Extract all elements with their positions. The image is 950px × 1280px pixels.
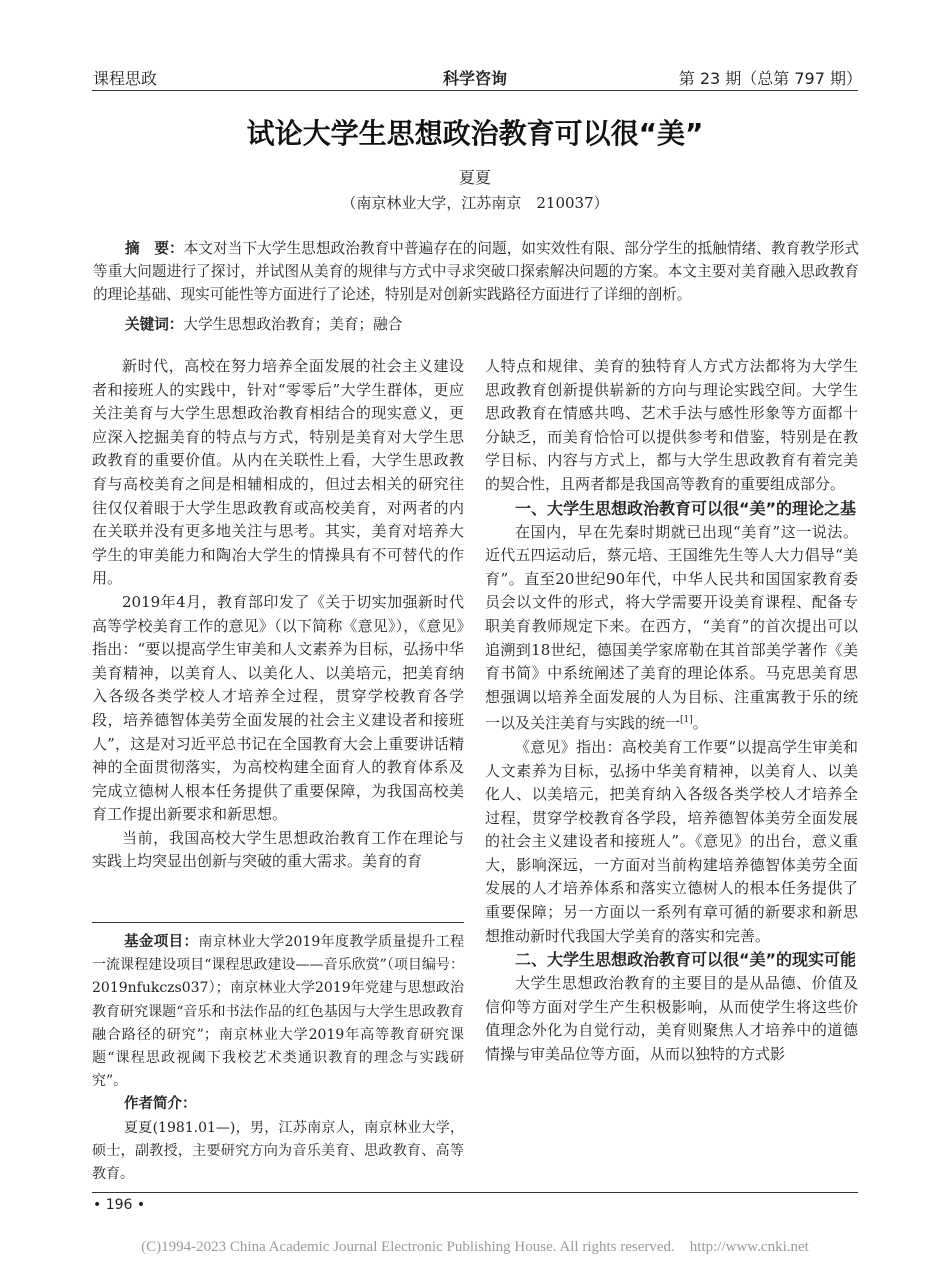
body-paragraph: 当前，我国高校大学生思想政治教育工作在理论与实践上均突显出创新与突破的重大需求。美育的育 — [92, 828, 464, 871]
author-name: 夏夏 — [458, 168, 491, 187]
left-column — [92, 355, 464, 874]
author-affiliation: （南京林业大学，江苏南京 210037） — [341, 194, 609, 212]
header-rule — [92, 90, 858, 91]
body-paragraph — [485, 521, 858, 736]
citation-ref[interactable]: [1] — [680, 715, 693, 726]
body-paragraph: 大学生思想政治教育的主要目的是从品德、价值及信仰等方面对学生产生积极影响，从而使学生将这些价值理念外化为自觉行动，美育则聚焦人才培养中的道德情操与审美品位等方面，从而以独特的方式影 — [485, 974, 858, 1064]
author-bio-label: 作者简介： — [124, 1096, 197, 1113]
author-bio-text: 夏夏(1981.01—)，男，江苏南京人，南京林业大学，硕士，副教授，主要研究方向为音乐美育、思政教育、高等教育。 — [92, 1119, 464, 1183]
body-paragraph: 2019年4月，教育部印发了《关于切实加强新时代高等学校美育工作的意见》（以下简称《意见》），《意见》指出：“要以提高学生审美和人文素养为目标，弘扬中华美育精神，以美育人、以美化人、以美培元，把美育纳入各级各类学校人才培养全过程，贯穿学校教育各学段，培养德智体美劳全面发展的社会主义建设者和接班人”，这是对习近平总书记在全国教育大会上重要讲话精神的全面贯彻落实，为高校构建全面育人的教育体系及完成立德树人根本任务提供了重要保障，为我国高校美育工作提出新要求和新思想。 — [92, 592, 464, 824]
running-header-journal: 科学咨询 — [442, 69, 507, 88]
body-text: 。 — [692, 714, 708, 733]
keywords-label: 关键词： — [125, 316, 184, 333]
body-paragraph: 人特点和规律、美育的独特育人方式方法都将为大学生思政教育创新提供崭新的方向与理论实践空间。大学生思政教育在情感共鸣、艺术手法与感性形象等方面都十分缺乏，而美育恰恰可以提供参考和借鉴，特别是在教学目标、内容与方式上，都与大学生思政教育有着完美的契合性，且两者都是我国高等教育的重要组成部分。 — [485, 357, 858, 493]
right-column — [485, 355, 858, 1067]
abstract — [93, 237, 859, 306]
section-heading-1: 一、大学生思想政治教育可以很“美”的理论之基 — [515, 498, 857, 518]
fund-text: 南京林业大学2019年度教学质量提升工程一流课程建设项目“课程思政建设——音乐欣赏”（项目编号：2019nfukczs037）；南京林业大学2019年党建与思想政治教育研究课题“音乐和书法作品的红色基因与大学生思政教育融合路径的研究”；南京林业大学2019年高等教育研究课题“课程思政视阈下我校艺术类通识教育的理念与实践研究”。 — [92, 934, 464, 1090]
abstract-text: 本文对当下大学生思想政治教育中普遍存在的问题，如实效性有限、部分学生的抵触情绪、教育教学形式等重大问题进行了探讨，并试图从美育的规律与方式中寻求突破口探索解决问题的方案。本文主要对美育融入思政教育的理论基础、现实可能性等方面进行了论述，特别是对创新实践路径方面进行了详细的剖析。 — [93, 240, 859, 303]
body-paragraph: 《意见》指出：高校美育工作要“以提高学生审美和人文素养为目标，弘扬中华美育精神，以美育人、以美化人、以美培元，把美育纳入各级各类学校人才培养全过程，贯穿学校教育各学段，培养德智体美劳全面发展的社会主义建设者和接班人”。《意见》的出台，意义重大，影响深远，一方面对当前构建培养德智体美劳全面发展的人才培养体系和落实立德树人的根本任务提供了重要保障；另一方面以一系列有章可循的新要求和新思想推动新时代我国大学美育的落实和完善。 — [485, 737, 858, 945]
keywords — [125, 313, 402, 334]
footnote — [92, 922, 464, 1186]
body-text: 在国内，早在先秦时期就已出现“美育”这一说法。近代五四运动后，蔡元培、王国维先生等人大力倡导“美育”。直至20世纪90年代，中华人民共和国国家教育委员会以文件的形式，将大学需要开设美育课程、配备专职美育教师规定下来。在西方，“美育”的首次提出可以追溯到18世纪，德国美学家席勒在其首部美学著作《美育书简》中系统阐述了美育的理论体系。马克思美育思想强调以培养全面发展的人为目标、注重寓教于乐的统一以及关注美育与实践的统一 — [485, 522, 858, 733]
running-header-issue: 第 23 期（总第 797 期） — [678, 69, 862, 88]
copyright-watermark: (C)1994-2023 China Academic Journal Electronic Publishing House. All rights reserved. http://www.cnki.net — [141, 1239, 809, 1255]
body-paragraph: 新时代，高校在努力培养全面发展的社会主义建设者和接班人的实践中，针对“零零后”大学生群体，更应关注美育与大学生思想政治教育相结合的现实意义，更应深入挖掘美育的特点与方式，特别是美育对大学生思政教育的重要价值。从内在关联性上看，大学生思政教育与高校美育之间是相辅相成的，但过去相关的研究往往仅仅着眼于大学生思政教育或高校美育，对两者的内在关联并没有更多地关注与思考。其实，美育对培养大学生的审美能力和陶冶大学生的情操具有不可替代的作用。 — [92, 357, 464, 588]
paper-title: 试论大学生思想政治教育可以很“美” — [246, 117, 704, 150]
page-number: • 196 • — [93, 1197, 146, 1213]
section-heading-2: 二、大学生思想政治教育可以很“美”的现实可能 — [515, 950, 857, 970]
footer-rule — [92, 1192, 858, 1193]
running-header-section: 课程思政 — [93, 69, 158, 88]
fund-label: 基金项目： — [124, 934, 199, 950]
abstract-label: 摘 要： — [125, 240, 184, 257]
keywords-text: 大学生思想政治教育；美育；融合 — [183, 316, 403, 333]
